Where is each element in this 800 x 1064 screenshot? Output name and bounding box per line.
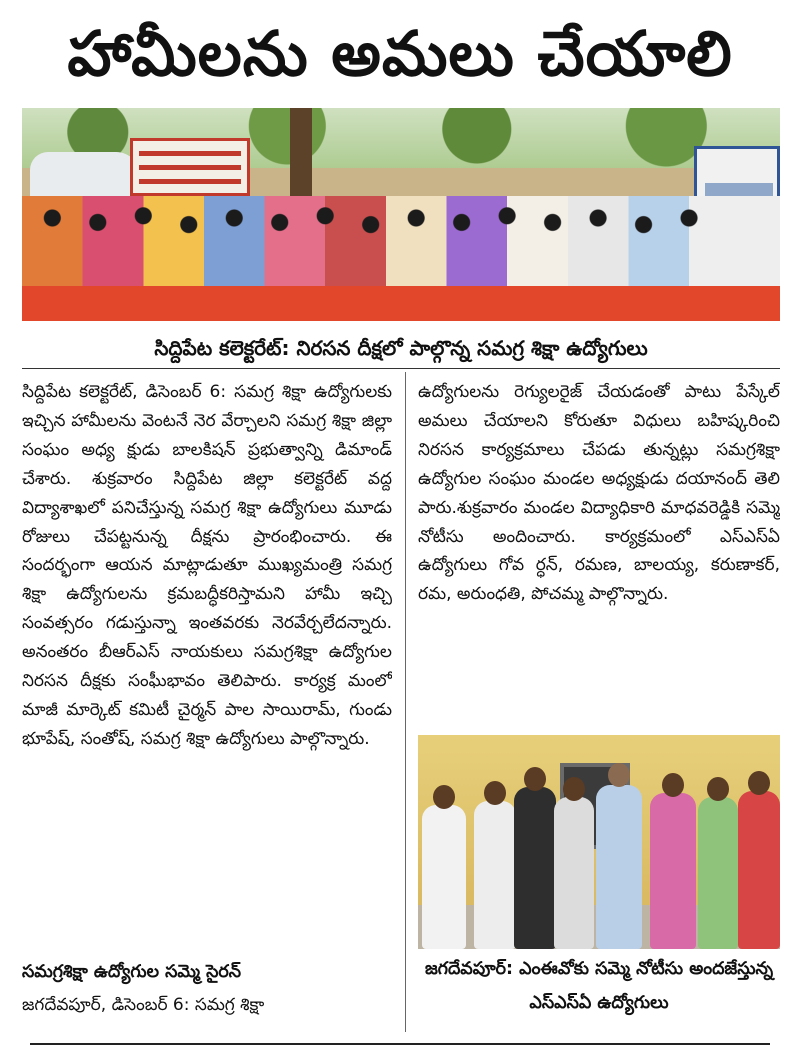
top-photo-caption: సిద్దిపేట కలెక్టరేట్: నిరసన దీక్షలో పాల్గొన్న సమగ్ర శిక్షా ఉద్యోగులు [154, 336, 648, 360]
headline: హామీలను అమలు చేయాలి [67, 17, 733, 90]
left-column-body: సిద్దిపేట కలెక్టరేట్, డిసెంబర్ 6: సమగ్ర శిక్షా ఉద్యోగులకు ఇచ్చిన హామీలను వెంటనే నెర వేర్చాలని సమగ్ర శిక్షా జిల్లా సంఘం అధ్య క్షుడు బాలకిషన్ ప్రభుత్వాన్ని డిమాండ్ చేశారు. శుక్రవారం సిద్దిపేట జిల్లా కలెక్టరేట్ వద్ద విద్యాశాఖలో పనిచేస్తున్న సమగ్ర శిక్షా ఉద్యోగులు మూడు రోజులు చేపట్టనున్న దీక్షను ప్రారంభించారు. ఈ సందర్భంగా ఆయన మాట్లాడుతూ ముఖ్యమంత్రి సమగ్ర శిక్షా ఉద్యోగులను క్రమబద్ధీకరిస్తామని హామీ ఇచ్చి సంవత్సరం గడుస్తున్నా ఇంతవరకు నెరవేర్చలేదన్నారు. అనంతరం బీఆర్ఎస్ నాయకులు సమగ్రశిక్షా ఉద్యోగుల నిరసన దీక్షకు సంఘీభావం తెలిపారు. కార్యక్ర మంలో మాజీ మార్కెట్ కమిటీ చైర్మన్ పాల సాయిరామ్, గుండు భూపేష్, సంతోష్, సమగ్ర శిక్షా ఉద్యోగులు పాల్గొన్నారు. [22, 382, 392, 749]
left-subheading: సమగ్రశిక్షా ఉద్యోగుల సమ్మె సైరన్ [22, 962, 242, 982]
caption-divider [22, 368, 780, 369]
page-bottom-rule [30, 1043, 770, 1045]
bottom-photo-caption: జగదేవపూర్: ఎంఈవోకు సమ్మె నోటీసు అందజేస్తున్న ఎస్ఎస్ఏ ఉద్యోగులు [424, 959, 774, 1013]
left-column-tail: జగదేవపూర్, డిసెంబర్ 6: సమగ్ర శిక్షా [22, 995, 265, 1015]
column-divider [405, 372, 406, 1032]
notice-photo [418, 735, 780, 949]
right-column-body: ఉద్యోగులను రెగ్యులరైజ్ చేయడంతో పాటు పేస్కేల్ అమలు చేయాలని కోరుతూ విధులు బహిష్కరించి నిరసన కార్యక్రమాలు చేపడు తున్నట్లు సమగ్రశిక్షా ఉద్యోగుల సంఘం మండల అధ్యక్షుడు దయానంద్ తెలి పారు.శుక్రవారం మండల విద్యాధికారి మాధవరెడ్డికి సమ్మె నోటీసు అందించారు. కార్యక్రమంలో ఎస్ఎస్ఏ ఉద్యోగులు గోవ ర్ధన్, రమణ, బాలయ్య, కరుణాకర్, రమ, అరుంధతి, పోచమ్మ పాల్గొన్నారు. [418, 382, 780, 605]
protest-photo [22, 108, 780, 321]
